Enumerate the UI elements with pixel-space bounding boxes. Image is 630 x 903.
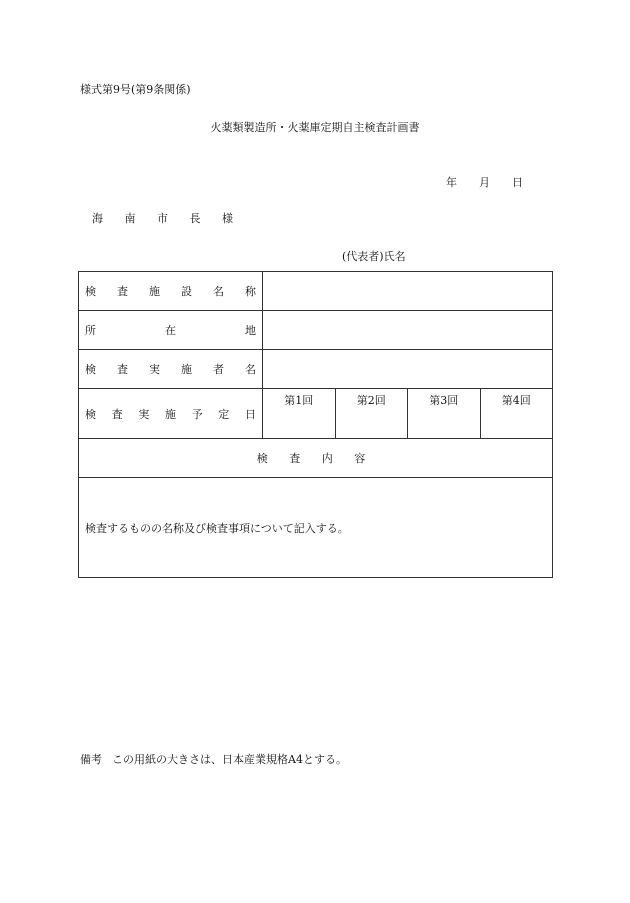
schedule-1st-field[interactable] <box>263 389 336 439</box>
representative-name-label: (代表者)氏名 <box>342 250 406 263</box>
content-row <box>79 478 553 578</box>
schedule-3rd-field[interactable] <box>408 389 481 439</box>
time-1-label: 第1回 <box>284 394 314 407</box>
remarks-note <box>80 751 347 767</box>
form-number: 様式第9号(第9条関係) <box>80 83 191 96</box>
remarks-label: 備考 <box>80 753 102 766</box>
date-line <box>446 174 523 190</box>
time-4-label: 第4回 <box>501 394 531 407</box>
facility-name-row <box>79 272 553 311</box>
inspection-content-field[interactable] <box>79 478 553 578</box>
inspector-row <box>79 350 553 389</box>
addressee: 海 南 市 長 様 <box>92 212 242 225</box>
time-2-label: 第2回 <box>356 394 386 407</box>
schedule-4th-field[interactable] <box>480 389 553 439</box>
facility-name-field[interactable] <box>263 272 553 311</box>
document-title: 火薬類製造所・火薬庫定期自主検査計画書 <box>210 121 420 134</box>
inspector-name-label: 検 査 実 施 者 名 <box>79 350 263 389</box>
remarks-text: この用紙の大きさは、日本産業規格A4とする。 <box>112 753 347 766</box>
year-label: 年 <box>446 176 457 189</box>
inspection-content-header: 検 査 内 容 <box>79 439 553 478</box>
inspector-name-field[interactable] <box>263 350 553 389</box>
facility-name-label: 検 査 施 設 名 称 <box>79 272 263 311</box>
location-label: 所 在 地 <box>79 311 263 350</box>
location-row <box>79 311 553 350</box>
schedule-2nd-field[interactable] <box>335 389 408 439</box>
schedule-label: 検 査 実 施 予 定 日 <box>79 389 263 439</box>
inspection-content-instruction: 検査するものの名称及び検査事項について記入する。 <box>85 521 349 535</box>
time-3-label: 第3回 <box>429 394 459 407</box>
location-field[interactable] <box>263 311 553 350</box>
inspection-plan-table <box>78 271 553 578</box>
day-label: 日 <box>512 176 523 189</box>
section-header-row <box>79 439 553 478</box>
schedule-row <box>79 389 553 439</box>
month-label: 月 <box>479 176 490 189</box>
